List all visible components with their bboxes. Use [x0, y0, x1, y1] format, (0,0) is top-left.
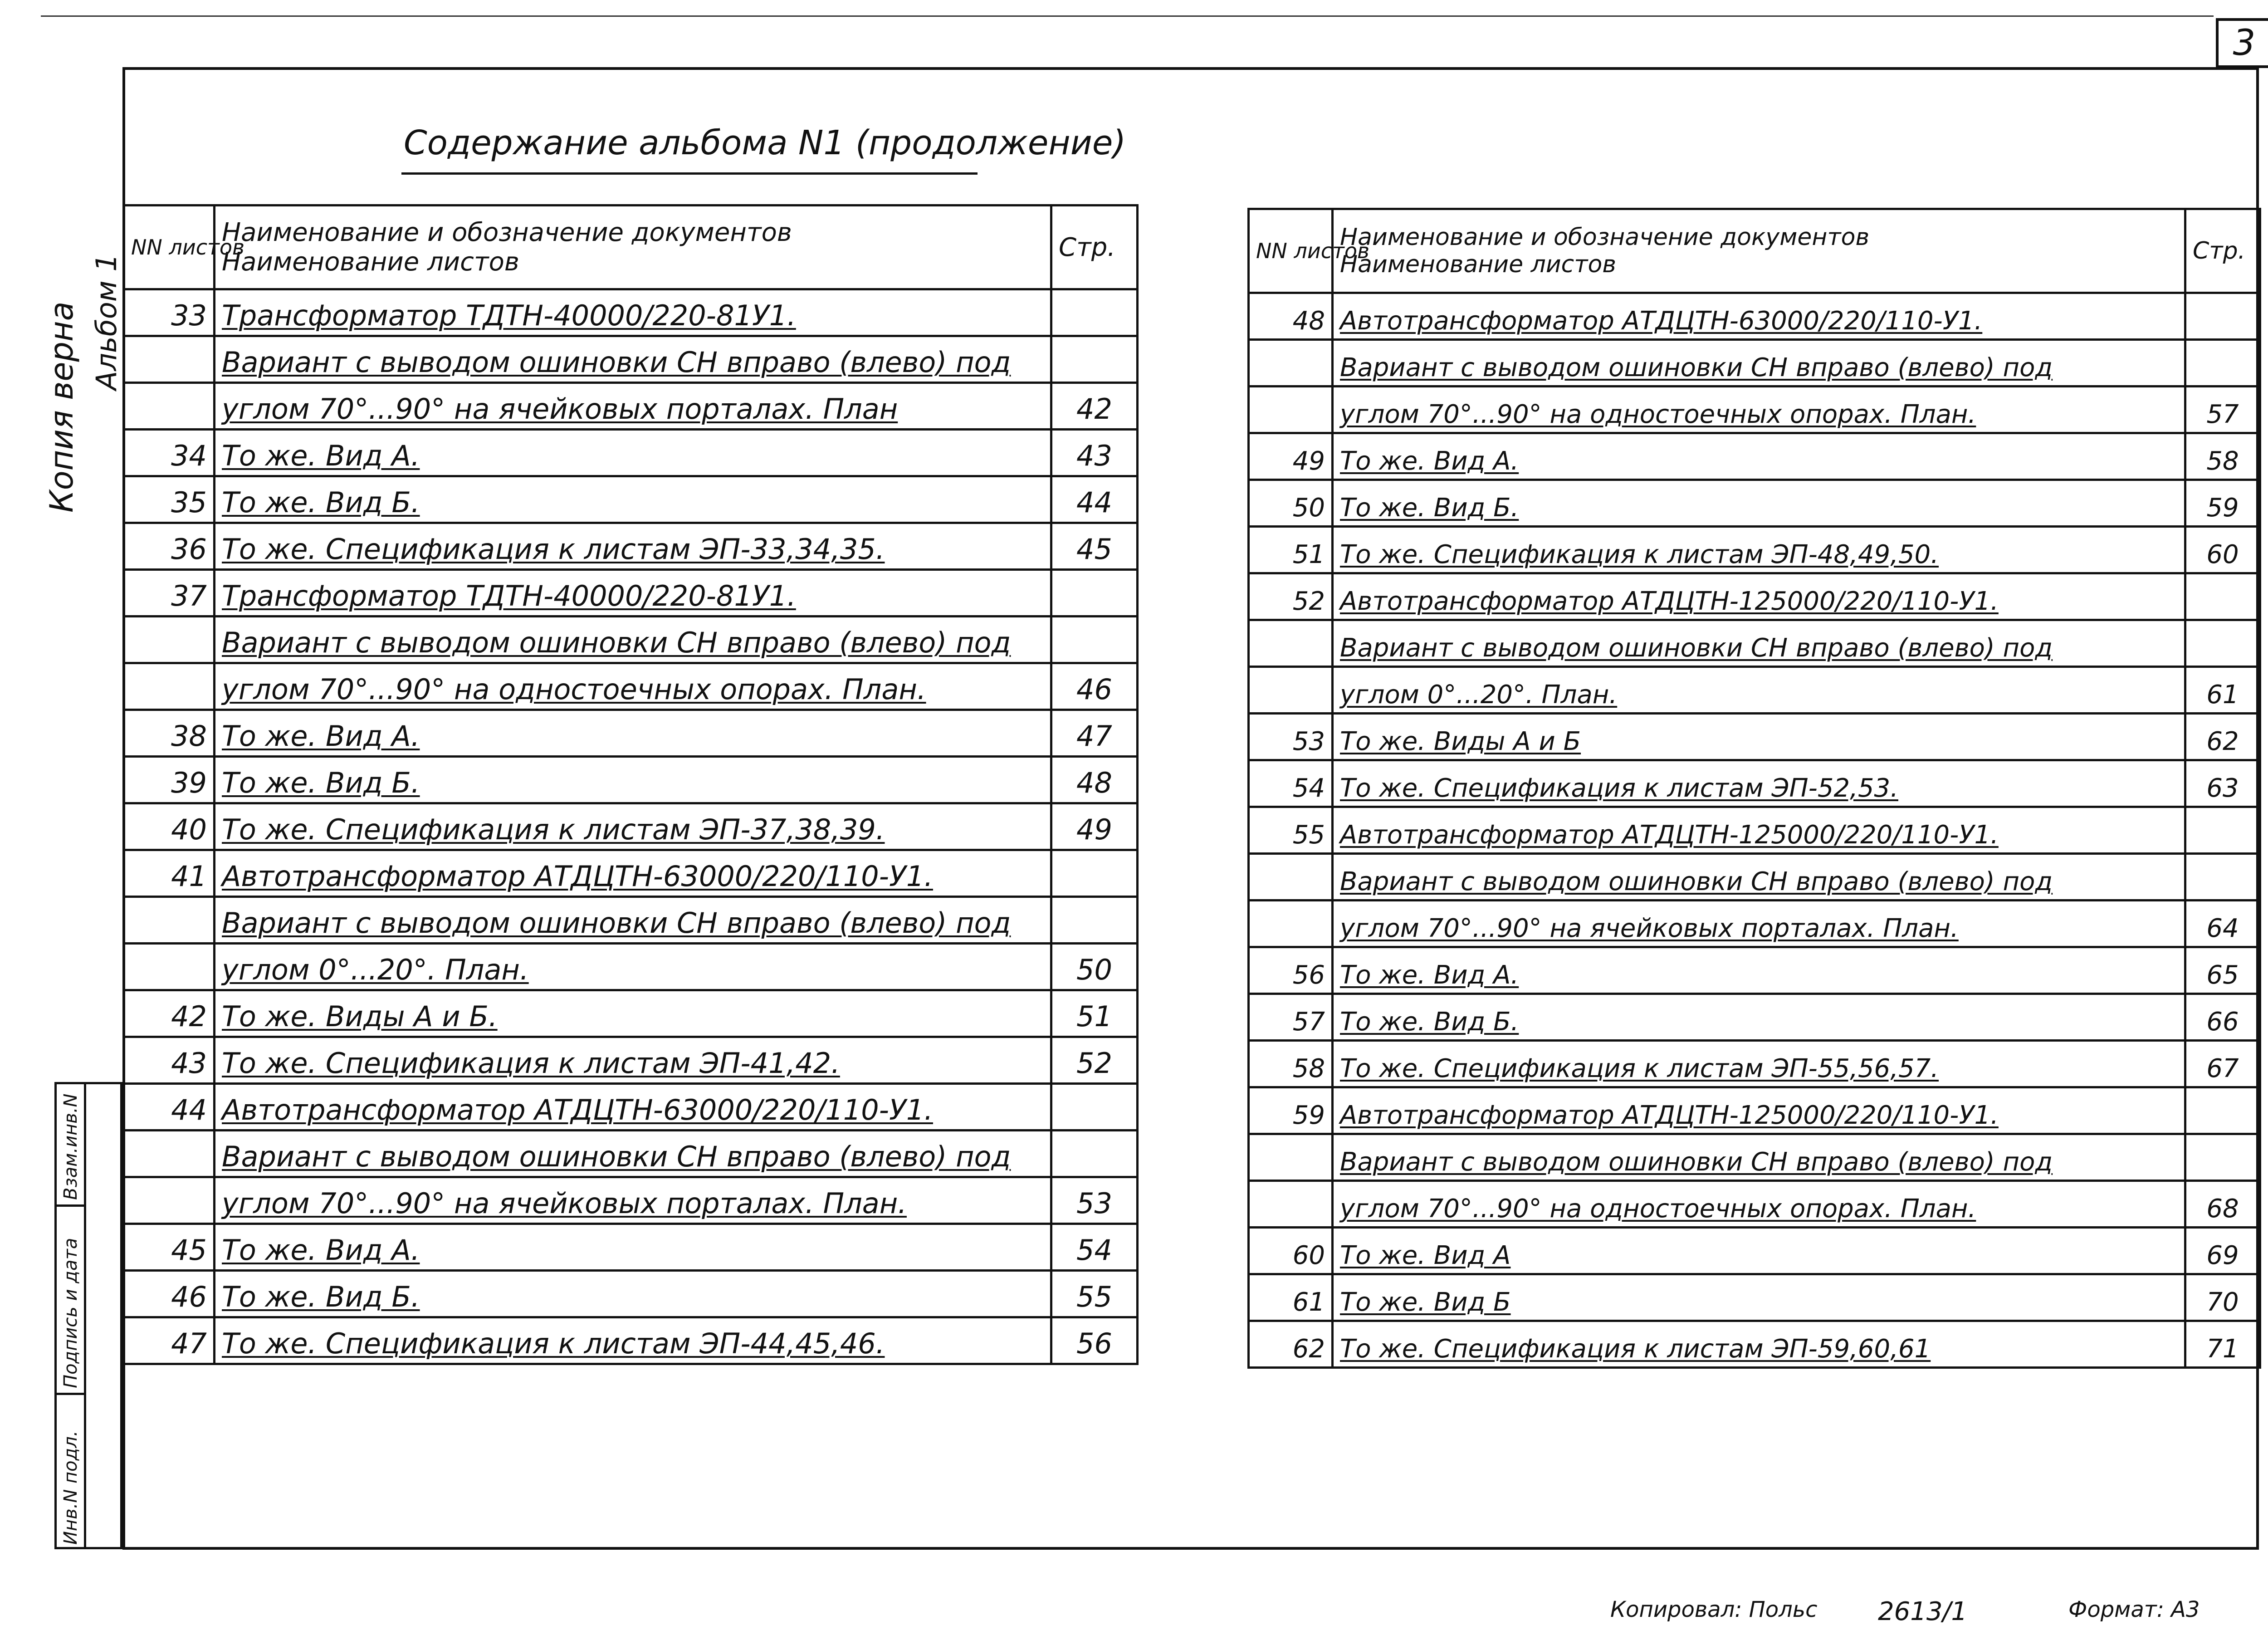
table-row	[1249, 293, 2260, 340]
sheet-number-cell: 36	[124, 523, 215, 570]
copied-by: Копировал: Польс	[1610, 1597, 1818, 1622]
page-number: 3	[2233, 23, 2256, 64]
sheet-title-cell: То же. Вид А.	[215, 710, 1051, 757]
copy-verified-note: Копия верна	[43, 301, 80, 513]
sheet-number-cell: 48	[1249, 293, 1333, 340]
header-page: Стр.	[1051, 206, 1138, 289]
page-number-cell	[1051, 570, 1138, 617]
page-number-cell: 46	[1051, 663, 1138, 710]
table-row	[1249, 1041, 2260, 1087]
sheet-number-cell	[124, 383, 215, 430]
page-number-cell: 48	[1051, 757, 1138, 803]
page-number-cell	[1051, 897, 1138, 944]
table-header-row	[124, 206, 1138, 289]
table-row	[1249, 901, 2260, 947]
sheet-number-cell: 52	[1249, 573, 1333, 620]
table-row	[124, 944, 1138, 990]
page-number-cell: 70	[2185, 1274, 2260, 1321]
page-number-cell	[1051, 617, 1138, 663]
sheet-number-cell	[1249, 620, 1333, 667]
sheet-number-cell: 37	[124, 570, 215, 617]
title-underline	[401, 172, 978, 175]
page-number-cell: 55	[1051, 1271, 1138, 1317]
page-number-cell: 50	[1051, 944, 1138, 990]
table-row	[124, 663, 1138, 710]
page-number-cell: 52	[1051, 1037, 1138, 1084]
stamp-signature-date: Подпись и дата	[60, 1238, 81, 1388]
top-edge-line	[41, 15, 2214, 17]
page-number-cell: 61	[2185, 667, 2260, 714]
sheet-number-cell: 56	[1249, 947, 1333, 994]
table-row	[124, 476, 1138, 523]
page-number-cell: 56	[1051, 1317, 1138, 1364]
contents-table-right	[1247, 208, 2261, 1369]
sheet-format: Формат: А3	[2068, 1597, 2200, 1622]
page-number-cell: 66	[2185, 994, 2260, 1041]
sheet-title-cell: То же. Вид Б.	[215, 757, 1051, 803]
sheet-title-cell: То же. Спецификация к листам ЭП-59,60,61	[1333, 1321, 2185, 1368]
table-row	[124, 383, 1138, 430]
page-number-cell	[2185, 293, 2260, 340]
header-document-name	[1333, 209, 2185, 293]
page-number-box	[2216, 18, 2268, 68]
stamp-row-divider	[57, 1204, 84, 1207]
sheet-title-cell: Вариант с выводом ошиновки СН вправо (влево) под	[1333, 340, 2185, 387]
table-row	[1249, 387, 2260, 433]
sheet-title-cell: То же. Вид Б.	[215, 1271, 1051, 1317]
page-number-cell	[1051, 289, 1138, 336]
page-number-cell: 63	[2185, 760, 2260, 807]
sheet-number-cell: 53	[1249, 714, 1333, 760]
page-number-cell: 59	[2185, 480, 2260, 527]
table-row	[1249, 947, 2260, 994]
table-row	[124, 803, 1138, 850]
table-row	[124, 523, 1138, 570]
header-page: Стр.	[2185, 209, 2260, 293]
table-row	[124, 1224, 1138, 1271]
sheet-title-cell: углом 70°...90° на одностоечных опорах. План.	[1333, 1181, 2185, 1228]
sheet-number-cell	[1249, 1181, 1333, 1228]
page-number-cell: 62	[2185, 714, 2260, 760]
sheet-title-cell: углом 70°...90° на ячейковых порталах. План	[215, 383, 1051, 430]
sheet-title-cell: То же. Вид Б.	[215, 476, 1051, 523]
page-number-cell	[1051, 1084, 1138, 1131]
sheet-title-cell: углом 70°...90° на ячейковых порталах. План.	[215, 1177, 1051, 1224]
sheet-number-cell	[1249, 901, 1333, 947]
table-row	[1249, 1274, 2260, 1321]
table-row	[1249, 854, 2260, 901]
sheet-title-cell: То же. Вид А.	[215, 430, 1051, 476]
sheet-title-cell: Трансформатор ТДТН-40000/220-81У1.	[215, 289, 1051, 336]
sheet-title-cell: Вариант с выводом ошиновки СН вправо (влево) под	[215, 617, 1051, 663]
sheet-number-cell	[1249, 340, 1333, 387]
table-row	[1249, 1321, 2260, 1368]
sheet-number-cell: 47	[124, 1317, 215, 1364]
table-row	[124, 757, 1138, 803]
sheet-number-cell: 57	[1249, 994, 1333, 1041]
sheet-number-cell: 39	[124, 757, 215, 803]
page-number-cell: 53	[1051, 1177, 1138, 1224]
page-number-cell: 65	[2185, 947, 2260, 994]
sheet-title-cell: Автотрансформатор АТДЦТН-125000/220/110-У1.	[1333, 573, 2185, 620]
page-number-cell: 43	[1051, 430, 1138, 476]
table-row	[124, 570, 1138, 617]
table-row	[124, 617, 1138, 663]
sheet-number-cell: 43	[124, 1037, 215, 1084]
table-row	[1249, 760, 2260, 807]
sheet-title-cell: То же. Виды А и Б.	[215, 990, 1051, 1037]
sheet-title-cell: Вариант с выводом ошиновки СН вправо (влево) под	[215, 1131, 1051, 1177]
sheet-number-cell	[124, 1131, 215, 1177]
sheet-number-cell: 50	[1249, 480, 1333, 527]
sheet-number-cell	[124, 617, 215, 663]
sheet-title-cell: углом 70°...90° на одностоечных опорах. План.	[1333, 387, 2185, 433]
document-number: 2613/1	[1878, 1597, 1968, 1626]
sheet-number-cell	[124, 1177, 215, 1224]
page-number-cell	[2185, 807, 2260, 854]
table-row	[1249, 340, 2260, 387]
sheet-number-cell	[1249, 1134, 1333, 1181]
sheet-number-cell: 38	[124, 710, 215, 757]
sheet-title-cell: Автотрансформатор АТДЦТН-63000/220/110-У1.	[1333, 293, 2185, 340]
sheet-title-cell: То же. Вид А.	[1333, 947, 2185, 994]
sheet-number-cell: 51	[1249, 527, 1333, 573]
approval-stamp	[54, 1082, 122, 1549]
page-number-cell: 58	[2185, 433, 2260, 480]
table-row	[1249, 807, 2260, 854]
sheet-number-cell: 60	[1249, 1228, 1333, 1274]
sheet-number-cell: 40	[124, 803, 215, 850]
page-number-cell: 69	[2185, 1228, 2260, 1274]
table-row	[1249, 714, 2260, 760]
table-row	[1249, 1181, 2260, 1228]
table-row	[1249, 1134, 2260, 1181]
sheet-title-cell: То же. Вид Б.	[1333, 994, 2185, 1041]
sheet-number-cell: 33	[124, 289, 215, 336]
album-label: Альбом 1	[90, 254, 123, 390]
contents-rows-left	[124, 289, 1138, 1364]
sheet-number-cell: 35	[124, 476, 215, 523]
stamp-inventory-original: Инв.N подл.	[60, 1430, 81, 1545]
table-header-row	[1249, 209, 2260, 293]
table-row	[1249, 1228, 2260, 1274]
table-row	[124, 710, 1138, 757]
page-number-cell: 64	[2185, 901, 2260, 947]
sheet-number-cell	[1249, 854, 1333, 901]
table-row	[124, 1131, 1138, 1177]
sheet-number-cell: 62	[1249, 1321, 1333, 1368]
sheet-number-cell: 54	[1249, 760, 1333, 807]
sheet-title-cell: То же. Спецификация к листам ЭП-33,34,35.	[215, 523, 1051, 570]
table-row	[124, 1317, 1138, 1364]
table-row	[124, 990, 1138, 1037]
stamp-replaced-inventory: Взам.инв.N	[60, 1093, 81, 1200]
table-row	[124, 1177, 1138, 1224]
page-number-cell: 57	[2185, 387, 2260, 433]
page-number-cell: 42	[1051, 383, 1138, 430]
table-row	[124, 1271, 1138, 1317]
sheet-title-cell: То же. Вид А	[1333, 1228, 2185, 1274]
sheet-number-cell: 42	[124, 990, 215, 1037]
table-row	[124, 897, 1138, 944]
page-number-cell	[2185, 1134, 2260, 1181]
page-title: Содержание альбома N1 (продолжение)	[404, 123, 1126, 162]
sheet-title-cell: Автотрансформатор АТДЦТН-63000/220/110-У1.	[215, 850, 1051, 897]
sheet-number-cell: 46	[124, 1271, 215, 1317]
page-number-cell	[2185, 1087, 2260, 1134]
sheet-title-cell: То же. Спецификация к листам ЭП-44,45,46.	[215, 1317, 1051, 1364]
table-row	[124, 336, 1138, 383]
page-number-cell	[1051, 850, 1138, 897]
sheet-title-cell: Вариант с выводом ошиновки СН вправо (влево) под	[215, 897, 1051, 944]
sheet-title-cell: Вариант с выводом ошиновки СН вправо (влево) под	[1333, 1134, 2185, 1181]
page-number-cell	[2185, 854, 2260, 901]
page-number-cell	[1051, 1131, 1138, 1177]
sheet-number-cell: 58	[1249, 1041, 1333, 1087]
header-document-name	[215, 206, 1051, 289]
table-row	[1249, 433, 2260, 480]
page-number-cell	[2185, 573, 2260, 620]
table-row	[124, 850, 1138, 897]
stamp-divider	[84, 1084, 86, 1547]
sheet-title-cell: Вариант с выводом ошиновки СН вправо (влево) под	[215, 336, 1051, 383]
sheet-title-cell: То же. Вид Б.	[1333, 480, 2185, 527]
contents-table-left	[122, 204, 1139, 1365]
sheet-title-cell: То же. Спецификация к листам ЭП-52,53.	[1333, 760, 2185, 807]
page-number-cell: 49	[1051, 803, 1138, 850]
table-row	[1249, 667, 2260, 714]
page-number-cell: 67	[2185, 1041, 2260, 1087]
page-number-cell: 54	[1051, 1224, 1138, 1271]
sheet-number-cell: 34	[124, 430, 215, 476]
header-name-line2: Наименование листов	[222, 247, 519, 277]
sheet-title-cell: То же. Спецификация к листам ЭП-48,49,50.	[1333, 527, 2185, 573]
page-number-cell: 68	[2185, 1181, 2260, 1228]
sheet-number-cell: 44	[124, 1084, 215, 1131]
sheet-title-cell: То же. Спецификация к листам ЭП-37,38,39.	[215, 803, 1051, 850]
sheet-title-cell: Автотрансформатор АТДЦТН-125000/220/110-У1.	[1333, 1087, 2185, 1134]
table-row	[1249, 480, 2260, 527]
sheet-number-cell: 45	[124, 1224, 215, 1271]
sheet-title-cell: То же. Виды А и Б	[1333, 714, 2185, 760]
table-row	[1249, 1087, 2260, 1134]
sheet-title-cell: углом 70°...90° на ячейковых порталах. План.	[1333, 901, 2185, 947]
table-row	[1249, 620, 2260, 667]
sheet-title-cell: Автотрансформатор АТДЦТН-63000/220/110-У1.	[215, 1084, 1051, 1131]
page-number-cell	[2185, 340, 2260, 387]
header-sheet-numbers: NN листов	[124, 206, 215, 289]
page-number-cell	[2185, 620, 2260, 667]
table-row	[1249, 527, 2260, 573]
page-number-cell: 60	[2185, 527, 2260, 573]
sheet-title-cell: углом 70°...90° на одностоечных опорах. План.	[215, 663, 1051, 710]
header-name-line1: Наименование и обозначение документов	[1340, 224, 1870, 251]
sheet-title-cell: Вариант с выводом ошиновки СН вправо (влево) под	[1333, 854, 2185, 901]
page-number-cell: 47	[1051, 710, 1138, 757]
sheet-number-cell	[124, 897, 215, 944]
sheet-number-cell: 49	[1249, 433, 1333, 480]
sheet-title-cell: углом 0°...20°. План.	[215, 944, 1051, 990]
page-number-cell: 51	[1051, 990, 1138, 1037]
sheet-number-cell	[1249, 387, 1333, 433]
sheet-number-cell: 41	[124, 850, 215, 897]
header-sheet-numbers: NN листов	[1249, 209, 1333, 293]
sheet-title-cell: То же. Спецификация к листам ЭП-55,56,57.	[1333, 1041, 2185, 1087]
page-number-cell: 45	[1051, 523, 1138, 570]
page-number-cell: 71	[2185, 1321, 2260, 1368]
sheet-title-cell: То же. Вид А.	[215, 1224, 1051, 1271]
sheet-title-cell: То же. Вид Б	[1333, 1274, 2185, 1321]
sheet-title-cell: Вариант с выводом ошиновки СН вправо (влево) под	[1333, 620, 2185, 667]
table-row	[124, 430, 1138, 476]
sheet-number-cell: 59	[1249, 1087, 1333, 1134]
page-number-cell	[1051, 336, 1138, 383]
contents-rows-right	[1249, 293, 2260, 1368]
sheet-title-cell: То же. Спецификация к листам ЭП-41,42.	[215, 1037, 1051, 1084]
stamp-row-divider	[57, 1393, 84, 1395]
sheet-title-cell: Автотрансформатор АТДЦТН-125000/220/110-У1.	[1333, 807, 2185, 854]
sheet-number-cell: 61	[1249, 1274, 1333, 1321]
table-row	[1249, 573, 2260, 620]
header-name-line2: Наименование листов	[1340, 251, 1616, 278]
table-row	[124, 289, 1138, 336]
sheet-number-cell	[1249, 667, 1333, 714]
header-name-line1: Наименование и обозначение документов	[222, 218, 792, 247]
sheet-number-cell	[124, 944, 215, 990]
sheet-title-cell: То же. Вид А.	[1333, 433, 2185, 480]
sheet-title-cell: Трансформатор ТДТН-40000/220-81У1.	[215, 570, 1051, 617]
sheet-title-cell: углом 0°...20°. План.	[1333, 667, 2185, 714]
sheet-number-cell: 55	[1249, 807, 1333, 854]
page-number-cell: 44	[1051, 476, 1138, 523]
table-row	[1249, 994, 2260, 1041]
sheet-number-cell	[124, 663, 215, 710]
table-row	[124, 1084, 1138, 1131]
sheet-number-cell	[124, 336, 215, 383]
table-row	[124, 1037, 1138, 1084]
